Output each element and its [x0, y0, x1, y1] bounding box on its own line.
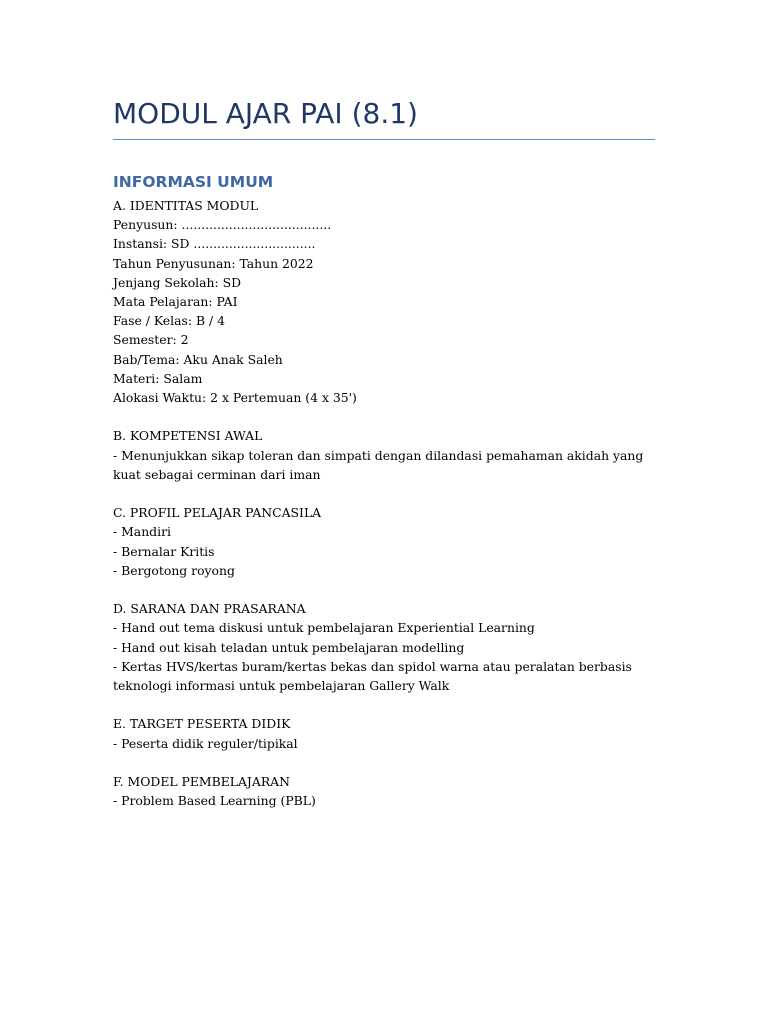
- identitas-alokasi-waktu: Alokasi Waktu: 2 x Pertemuan (4 x 35'): [113, 390, 357, 406]
- section-identitas-modul: [113, 196, 658, 407]
- identitas-semester: Semester: 2: [113, 332, 189, 348]
- list-item: - Bernalar Kritis: [113, 543, 215, 559]
- section-kompetensi-awal: [113, 426, 658, 484]
- identitas-penyusun: Penyusun: ......................................: [113, 217, 332, 233]
- section-header: B. KOMPETENSI AWAL: [113, 428, 263, 444]
- section-header: A. IDENTITAS MODUL: [113, 198, 259, 213]
- document-title: MODUL AJAR PAI (8.1): [113, 97, 418, 130]
- identitas-tahun: Tahun Penyusunan: Tahun 2022: [113, 255, 314, 271]
- list-item: - Mandiri: [113, 524, 171, 540]
- section-sarana-prasarana: [113, 599, 658, 695]
- section-heading-informasi-umum: INFORMASI UMUM: [113, 173, 274, 191]
- identitas-bab-tema: Bab/Tema: Aku Anak Saleh: [113, 351, 283, 367]
- section-header: F. MODEL PEMBELAJARAN: [113, 774, 290, 790]
- title-divider: [113, 139, 655, 140]
- document-body: [113, 196, 658, 830]
- section-profil-pelajar: [113, 503, 658, 580]
- identitas-fase-kelas: Fase / Kelas: B / 4: [113, 313, 226, 329]
- section-header: E. TARGET PESERTA DIDIK: [113, 716, 291, 732]
- identitas-jenjang: Jenjang Sekolah: SD: [113, 274, 242, 290]
- section-model-pembelajaran: [113, 772, 658, 810]
- list-item: - Menunjukkan sikap toleran dan simpati dengan dilandasi pemahaman akidah yang kuat sebagai cerminan dari iman: [113, 447, 644, 482]
- section-header: C. PROFIL PELAJAR PANCASILA: [113, 505, 322, 521]
- list-item: - Bergotong royong: [113, 562, 235, 578]
- list-item: - Hand out tema diskusi untuk pembelajaran Experiential Learning: [113, 620, 535, 636]
- identitas-instansi: Instansi: SD ...............................: [113, 236, 316, 252]
- list-item: - Peserta didik reguler/tipikal: [113, 735, 298, 751]
- list-item: - Problem Based Learning (PBL): [113, 793, 316, 809]
- identitas-mapel: Mata Pelajaran: PAI: [113, 294, 238, 310]
- list-item: - Kertas HVS/kertas buram/kertas bekas dan spidol warna atau peralatan berbasis teknologi informasi untuk pembelajaran Gallery Walk: [113, 658, 632, 694]
- section-header: D. SARANA DAN PRASARANA: [113, 601, 306, 617]
- list-item: - Hand out kisah teladan untuk pembelajaran modelling: [113, 639, 465, 655]
- identitas-materi: Materi: Salam: [113, 370, 203, 386]
- section-target-peserta: [113, 714, 658, 752]
